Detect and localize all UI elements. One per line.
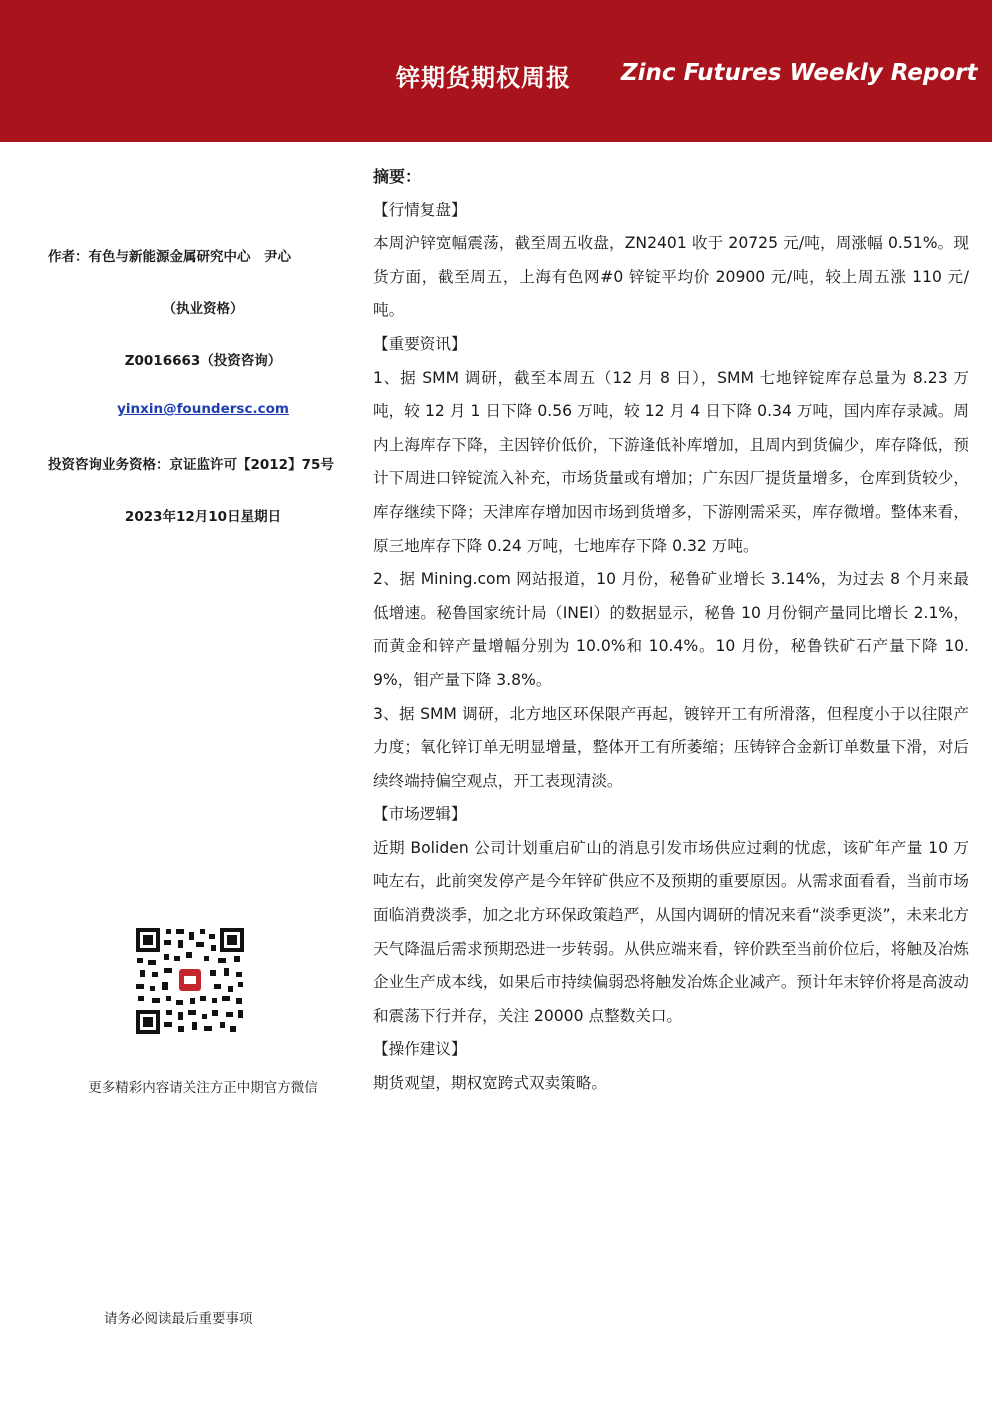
paragraph-market-review: 本周沪锌宽幅震荡，截至周五收盘，ZN2401 收于 20725 元/吨，周涨幅 0.51%。现货方面，截至周五，上海有色网#0 锌锭平均价 20900 元/吨，较上周五涨 110 元/吨。 (373, 234, 969, 320)
wechat-qr-code (134, 926, 246, 1036)
report-date: 2023年12月10日星期日 (124, 509, 282, 525)
report-header-band (0, 0, 992, 142)
qr-caption: 更多精彩内容请关注方正中期官方微信 (88, 1080, 318, 1096)
author-line: 作者：有色与新能源金属研究中心 尹心 (48, 249, 291, 265)
report-title-en: Zinc Futures Weekly Report (621, 60, 978, 86)
email-link-wrap (40, 401, 366, 417)
paragraph-trading-advice: 期货观望，期权宽跨式双卖策略。 (373, 1074, 607, 1093)
paragraph-news-2: 2、据 Mining.com 网站报道，10 月份，秘鲁矿业增长 3.14%，为过去 8 个月来最低增速。秘鲁国家统计局（INEI）的数据显示，秘鲁 10 月份铜产量同比增长 2.1%，而黄金和锌产量增幅分别为 10.0%和 10.4%。10 月份，秘鲁铁矿石产量下降 10.9%，钼产量下降 3.8%。 (373, 570, 969, 689)
report-body (373, 160, 969, 1101)
section-heading-market-review: 【行情复盘】 (373, 200, 467, 219)
license-number: Z0016663（投资咨询） (124, 353, 282, 369)
abstract-heading: 摘要： (373, 167, 422, 186)
paragraph-market-logic: 近期 Boliden 公司计划重启矿山的消息引发市场供应过剩的忧虑，该矿年产量 10 万吨左右，此前突发停产是今年锌矿供应不及预期的重要原因。从需求面看看，当前市场面临消费淡季，加之北方环保政策趋严，从国内调研的情况来看“淡季更淡”，未来北方天气降温后需求预期恐进一步转弱。从供应端来看，锌价跌至当前价位后，将触及冶炼企业生产成本线，如果后市持续偏弱恐将触发冶炼企业减产。预计年末锌价将是高波动和震荡下行并存，关注 20000 点整数关口。 (373, 838, 969, 1025)
section-heading-trading-advice: 【操作建议】 (373, 1040, 467, 1059)
disclaimer-note: 请务必阅读最后重要事项 (104, 1311, 253, 1327)
report-title-cn: 锌期货期权周报 (396, 64, 571, 92)
paragraph-news-3: 3、据 SMM 调研，北方地区环保限产再起，镀锌开工有所滑落，但程度小于以往限产力度；氧化锌订单无明显增量，整体开工有所萎缩；压铸锌合金新订单数量下滑，对后续终端持偏空观点，开工表现清淡。 (373, 704, 969, 790)
consult-license-line: 投资咨询业务资格：京证监许可【2012】75号 (48, 457, 334, 473)
paragraph-news-1: 1、据 SMM 调研，截至本周五（12 月 8 日），SMM 七地锌锭库存总量为 8.23 万吨，较 12 月 1 日下降 0.56 万吨，较 12 月 4 日下降 0.34 万吨，国内库存录减。周内上海库存下降，主因锌价低价，下游逢低补库增加，且周内到货偏少，库存降低，预计下周进口锌锭流入补充，市场货量或有增加；广东因厂提货量增多，仓库到货较少，库存继续下降；天津库存增加因市场到货增多，下游刚需采买，库存微增。整体来看，原三地库存下降 0.24 万吨，七地库存下降 0.32 万吨。 (373, 368, 969, 555)
qualification-line: （执业资格） (162, 301, 244, 317)
section-heading-key-news: 【重要资讯】 (373, 334, 467, 353)
author-email-link[interactable]: yinxin@foundersc.com (117, 401, 289, 417)
section-heading-market-logic: 【市场逻辑】 (373, 805, 467, 824)
